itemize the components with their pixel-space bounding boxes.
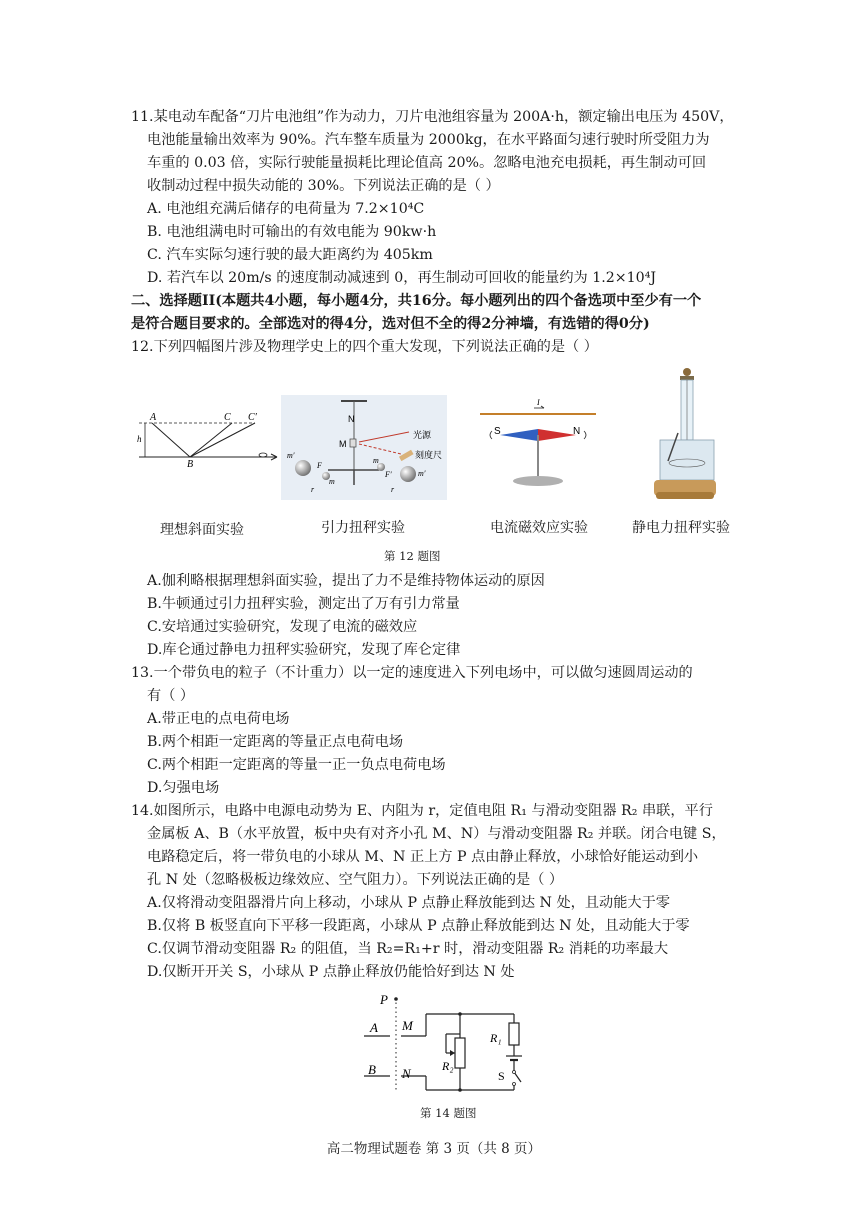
- circuit-diagram: [358, 990, 538, 1100]
- q13-option-a: A.带正电的点电荷电场: [147, 711, 290, 727]
- q14-stem-line-2: 金属板 A、B（水平放置，板中央有对齐小孔 M、N）与滑动变阻器 R₂ 并联。闭合电键 S，: [147, 826, 726, 842]
- q11-stem-line-2: 电池能量输出效率为 90%。汽车整车质量为 2000kg，在水平路面匀速行驶时所受阻力为: [147, 132, 710, 148]
- fig3-label-n: N: [573, 426, 581, 437]
- fig3-label-current: I: [537, 398, 540, 407]
- q11-stem-line-3: 车重的 0.03 倍，实际行驶能量损耗比理论值高 20%。忽略电池充电损耗，再生制动可回: [147, 155, 707, 171]
- q11-option-a: A. 电池组充满后储存的电荷量为 7.2×10⁴C: [147, 201, 425, 217]
- coulomb-torsion-balance-figure: [648, 363, 722, 503]
- fig2-label-r-left: r: [311, 485, 315, 494]
- fig2-label-r-right: r: [391, 485, 395, 494]
- page-footer: 高二物理试题卷 第 3 页（共 8 页）: [326, 1141, 542, 1157]
- q13-stem-line-2: 有（ ）: [147, 688, 195, 704]
- q13-option-c: C.两个相距一定距离的等量一正一负点电荷电场: [147, 757, 446, 773]
- q14-option-d: D.仅断开开关 S，小球从 P 点静止释放仍能恰好到达 N 处: [147, 964, 515, 980]
- fig2-label-scale: 刻度尺: [415, 451, 443, 461]
- section2-header-line-1: 二、选择题II(本题共4小题，每小题4分，共16分。每小题列出的四个备选项中至少有一个: [131, 293, 702, 309]
- q12-option-b: B.牛顿通过引力扭秤实验，测定出了万有引力常量: [147, 596, 460, 612]
- fig1-label-c-prime: C′: [248, 412, 257, 423]
- fig12-caption-1: 理想斜面实验: [160, 522, 244, 538]
- current-magnetic-effect-figure: [478, 398, 598, 493]
- circuit-label-n: N: [402, 1066, 411, 1081]
- q11-option-d: D. 若汽车以 20m/s 的速度制动减速到 0，再生制动可回收的能量约为 1.2×10⁴J: [147, 270, 657, 286]
- circuit-label-b: B: [368, 1062, 376, 1077]
- fig2-label-m-prime-left: m′: [287, 451, 295, 460]
- ideal-incline-figure: [137, 410, 280, 468]
- q13-option-d: D.匀强电场: [147, 780, 220, 796]
- circuit-label-r1: R₁: [490, 1031, 502, 1045]
- q12-stem: 12.下列四幅图片涉及物理学史上的四个重大发现，下列说法正确的是（ ）: [131, 339, 598, 355]
- fig2-label-f-prime: F′: [385, 470, 392, 479]
- circuit-label-r2: R₂: [442, 1059, 454, 1073]
- q12-option-c: C.安培通过实验研究，发现了电流的磁效应: [147, 619, 418, 635]
- fig1-label-b: B: [187, 459, 194, 468]
- q13-option-b: B.两个相距一定距离的等量正点电荷电场: [147, 734, 404, 750]
- q14-option-b: B.仅将 B 板竖直向下平移一段距离，小球从 P 点静止释放能到达 N 处，且动能大于零: [147, 918, 690, 934]
- q12-option-a: A.伽利略根据理想斜面实验，提出了力不是维持物体运动的原因: [147, 573, 545, 589]
- fig12-caption-4: 静电力扭秤实验: [632, 520, 730, 536]
- fig1-label-a: A: [150, 412, 157, 423]
- fig2-label-m-left: m: [329, 477, 335, 486]
- fig12-caption-3: 电流磁效应实验: [490, 520, 588, 536]
- q11-option-c: C. 汽车实际匀速行驶的最大距离约为 405km: [147, 247, 433, 263]
- fig2-label-f: F: [317, 461, 322, 470]
- fig12-label: 第 12 题图: [384, 549, 441, 563]
- q14-option-c: C.仅调节滑动变阻器 R₂ 的阻值，当 R₂=R₁+r 时，滑动变阻器 R₂ 消耗的功率最大: [147, 941, 669, 957]
- fig2-label-m: M: [339, 439, 347, 449]
- q14-stem-line-3: 电路稳定后，将一带负电的小球从 M、N 正上方 P 点由静止释放，小球恰好能运动到小: [147, 849, 699, 865]
- q14-stem-line-4: 孔 N 处（忽略极板边缘效应、空气阻力）。下列说法正确的是（ ）: [147, 872, 564, 888]
- fig14-label: 第 14 题图: [420, 1106, 477, 1120]
- fig12-caption-2: 引力扭秤实验: [321, 520, 405, 536]
- circuit-label-p: P: [380, 992, 388, 1007]
- q14-stem-line-1: 14.如图所示，电路中电源电动势为 E、内阻为 r，定值电阻 R₁ 与滑动变阻器 R₂ 串联，平行: [131, 803, 713, 819]
- q11-option-b: B. 电池组满电时可输出的有效电能为 90kw·h: [147, 224, 437, 240]
- fig1-label-h: h: [137, 434, 142, 444]
- q11-stem-line-4: 收制动过程中损失动能的 30%。下列说法正确的是（ ）: [147, 178, 500, 194]
- fig2-label-m-right: m: [373, 456, 379, 465]
- fig1-label-c: C: [224, 412, 231, 423]
- fig2-label-n: N: [348, 414, 355, 424]
- q14-option-a: A.仅将滑动变阻器滑片向上移动，小球从 P 点静止释放能到达 N 处，且动能大于零: [147, 895, 670, 911]
- circuit-label-m: M: [402, 1018, 413, 1033]
- q11-stem-line-1: 11.某电动车配备“刀片电池组”作为动力，刀片电池组容量为 200A·h，额定输出电压为 450V，: [131, 109, 734, 125]
- circuit-label-a: A: [370, 1020, 378, 1035]
- q12-option-d: D.库仑通过静电力扭秤实验研究，发现了库仑定律: [147, 642, 461, 658]
- fig3-label-s: S: [494, 426, 501, 437]
- q13-stem-line-1: 13.一个带负电的粒子（不计重力）以一定的速度进入下列电场中，可以做匀速圆周运动的: [131, 665, 693, 681]
- section2-header-line-2: 是符合题目要求的。全部选对的得4分，选对但不全的得2分神墙，有选错的得0分): [131, 316, 650, 332]
- circuit-label-s: S: [498, 1069, 505, 1083]
- fig2-label-light-source: 光源: [413, 431, 432, 441]
- fig2-label-m-prime-right: m′: [418, 469, 426, 478]
- gravity-torsion-balance-figure: [281, 395, 447, 500]
